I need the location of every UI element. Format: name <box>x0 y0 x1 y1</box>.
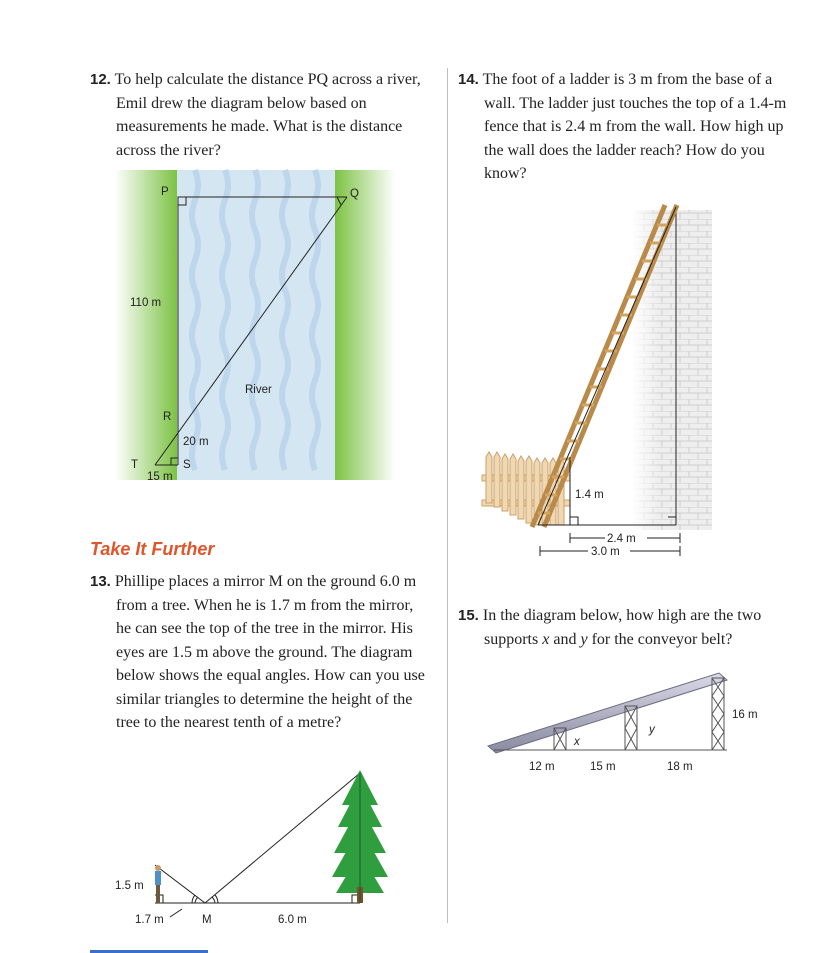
label-r: R <box>163 411 172 423</box>
label-1-7m: 1.7 m <box>135 914 164 926</box>
label-18m: 18 m <box>667 761 693 773</box>
question-text-suffix: for the conveyor belt? <box>587 630 733 648</box>
label-12m: 12 m <box>529 761 555 773</box>
label-q: Q <box>350 188 359 200</box>
question-number: 12. <box>90 71 111 88</box>
take-it-further-heading: Take It Further <box>90 539 215 559</box>
question-number: 13. <box>90 573 111 590</box>
label-110m: 110 m <box>130 297 162 309</box>
right-bank <box>335 170 395 480</box>
conveyor-belt <box>488 673 727 753</box>
label-20m: 20 m <box>183 436 209 448</box>
river-diagram <box>115 170 395 490</box>
question-number: 14. <box>458 71 479 88</box>
question-15 <box>458 604 803 651</box>
label-16m: 16 m <box>732 709 758 721</box>
variable-y: y <box>580 630 588 648</box>
mirror-tree-diagram <box>110 765 400 930</box>
label-15m: 15 m <box>590 761 616 773</box>
label-3-0m: 3.0 m <box>591 546 620 558</box>
question-text: The foot of a ladder is 3 m from the base of a wall. The ladder just touches the top of a 1.4-m fence that is 2.4 m from the wall. How high up the wall does the ladder reach? How do you know? <box>482 71 787 182</box>
label-1-5m: 1.5 m <box>115 880 144 892</box>
ladder-diagram <box>482 195 722 570</box>
question-12 <box>90 68 430 162</box>
question-number: 15. <box>458 607 479 624</box>
question-text: To help calculate the distance PQ across a river, Emil drew the diagram below based on measurements he made. What is the distance across the river? <box>114 71 421 159</box>
variable-x: x <box>542 630 550 648</box>
label-6-0m: 6.0 m <box>278 914 307 926</box>
question-13 <box>90 570 432 735</box>
label-river: River <box>245 384 272 396</box>
left-bank <box>115 170 177 480</box>
label-mirror-m: M <box>202 914 212 926</box>
label-x: x <box>574 736 580 748</box>
label-t: T <box>131 459 139 471</box>
question-14 <box>458 68 803 186</box>
person-figure <box>155 865 161 903</box>
label-y: y <box>649 724 655 736</box>
question-text: Phillipe places a mirror M on the ground 6.0 m from a tree. When he is 1.7 m from the mirror, he can see the top of the tree in the mirror. His eyes are 1.5 m above the ground. The diagram below shows the equal angles. How can you use similar triangles to determine the height of the tree to the nearest tenth of a metre? <box>114 573 425 731</box>
label-15m: 15 m <box>147 471 173 483</box>
conveyor-diagram <box>484 668 784 778</box>
label-1-4m: 1.4 m <box>575 489 604 501</box>
mirror-lines <box>155 773 360 917</box>
question-text-mid: and <box>549 630 581 648</box>
label-p: P <box>161 186 169 198</box>
column-divider <box>447 68 448 923</box>
label-s: S <box>183 459 191 471</box>
label-2-4m: 2.4 m <box>607 533 636 545</box>
question-text-prefix: In the diagram below, how high are the two supports <box>482 607 762 648</box>
